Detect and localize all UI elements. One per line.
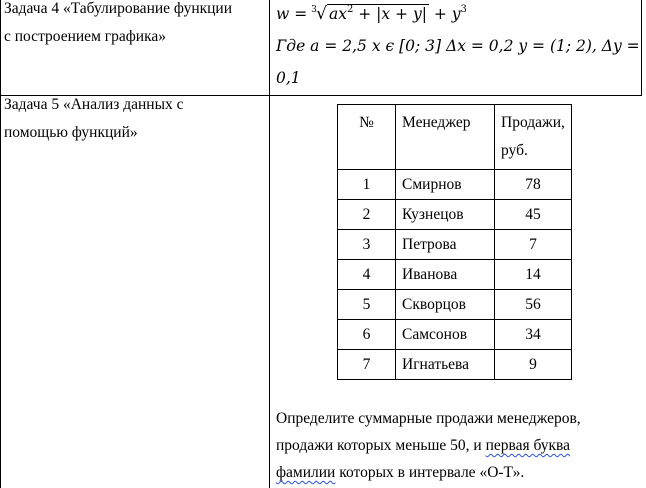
task5-title-line2: помощью функций» xyxy=(4,124,138,141)
question-line3-b: которых в интервале «О-Т». xyxy=(335,464,525,481)
radicand-ax: ax xyxy=(328,5,347,23)
task4-title xyxy=(4,0,232,51)
row-manager: Скворцов xyxy=(396,290,495,320)
column-divider xyxy=(269,0,270,488)
row-manager: Смирнов xyxy=(396,170,495,200)
radical-sign: √ xyxy=(316,4,327,24)
question-line3 xyxy=(276,459,581,486)
task5-title-line1: Задача 5 «Анализ данных с xyxy=(4,96,184,113)
table-row xyxy=(338,290,572,320)
table-row xyxy=(338,230,572,260)
header-sales xyxy=(495,105,572,170)
row-sales: 56 xyxy=(495,290,572,320)
row-sales: 34 xyxy=(495,320,572,350)
row-number: 7 xyxy=(338,350,396,380)
table-row xyxy=(338,170,572,200)
formula-tail: + y xyxy=(428,5,461,23)
row-number: 2 xyxy=(338,200,396,230)
header-sales-line1: Продажи, xyxy=(501,114,565,131)
left-border xyxy=(0,0,1,488)
task5-title xyxy=(4,91,184,147)
task4-conditions xyxy=(276,30,640,94)
radicand-rest: + |x + y| xyxy=(353,5,427,23)
task4-title-line1: Задача 4 «Табулирование функции xyxy=(4,0,233,17)
task5-question xyxy=(276,405,581,486)
header-number: № xyxy=(338,105,396,170)
formula-tail-exponent: 3 xyxy=(460,4,467,15)
row-manager: Самсонов xyxy=(396,320,495,350)
table-row xyxy=(338,320,572,350)
row-manager: Кузнецов xyxy=(396,200,495,230)
root-index: 3 xyxy=(311,5,317,15)
task4-title-line2: с построением графика» xyxy=(4,28,167,45)
question-line2-a: продажи которых меньше 50, и xyxy=(276,437,486,454)
header-manager: Менеджер xyxy=(396,105,495,170)
row-number: 6 xyxy=(338,320,396,350)
right-border xyxy=(641,0,642,96)
row-sales: 14 xyxy=(495,260,572,290)
question-line3-spellcheck: фамилии xyxy=(276,464,336,481)
sales-table-body xyxy=(338,170,572,380)
table-row xyxy=(338,350,572,380)
sales-table xyxy=(337,104,572,380)
row-number: 3 xyxy=(338,230,396,260)
conditions-line1: Где a = 2,5 x ϵ [0; 3] Δx = 0,2 y = (1; 2), Δy = xyxy=(276,37,640,55)
cube-root xyxy=(312,0,429,31)
question-line1: Определите суммарные продажи менеджеров, xyxy=(276,410,581,427)
row-sales: 9 xyxy=(495,350,572,380)
row-number: 4 xyxy=(338,260,396,290)
row-number: 5 xyxy=(338,290,396,320)
table-row xyxy=(338,260,572,290)
radicand-exponent: 2 xyxy=(346,4,354,15)
conditions-line2: 0,1 xyxy=(276,69,301,87)
row-sales: 7 xyxy=(495,230,572,260)
sales-table-header xyxy=(338,105,572,170)
task4-formula xyxy=(276,0,467,31)
row-number: 1 xyxy=(338,170,396,200)
question-line2-spellcheck: первая буква xyxy=(485,437,571,454)
header-sales-line2: руб. xyxy=(501,142,528,159)
table-row xyxy=(338,200,572,230)
row-manager: Иванова xyxy=(396,260,495,290)
row-sales: 45 xyxy=(495,200,572,230)
row-manager: Игнатьева xyxy=(396,350,495,380)
formula-lhs: w = xyxy=(276,5,313,23)
question-line2 xyxy=(276,432,581,459)
row-manager: Петрова xyxy=(396,230,495,260)
radicand xyxy=(327,4,429,23)
row-sales: 78 xyxy=(495,170,572,200)
